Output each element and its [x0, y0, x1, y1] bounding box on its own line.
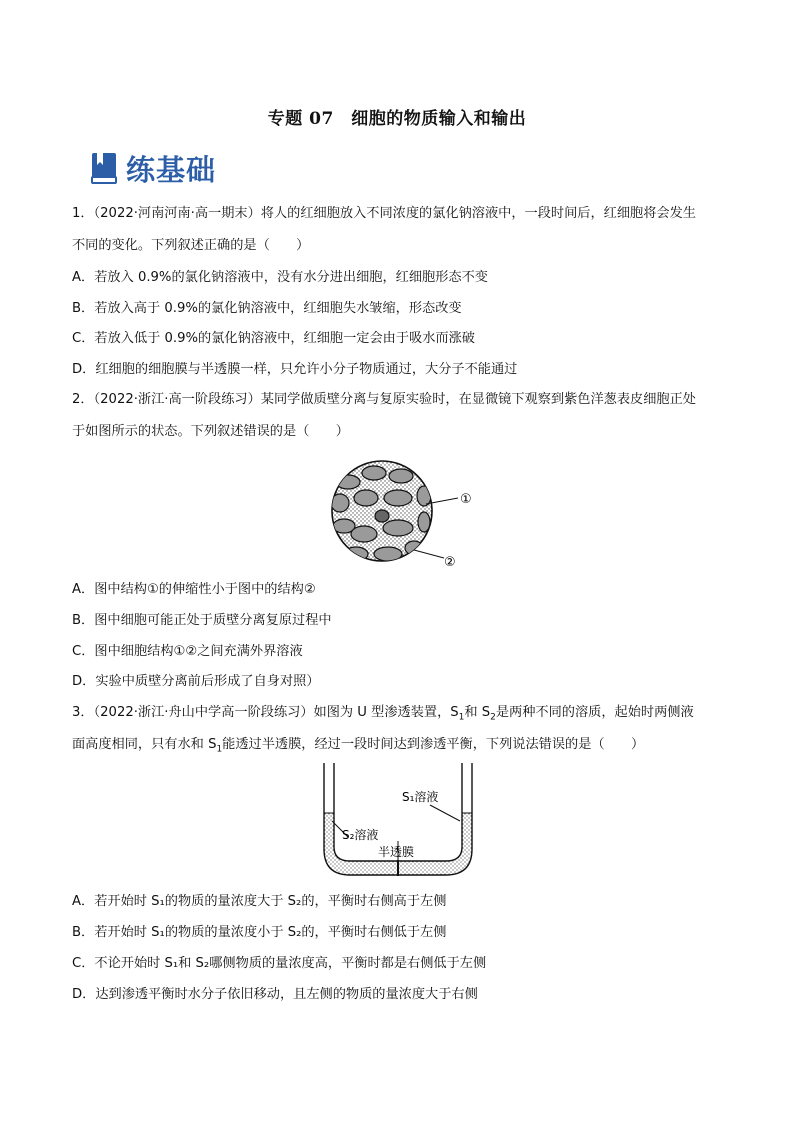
- fig-label-2: ②: [444, 555, 456, 570]
- q2-option-b: B．图中细胞可能正处于质壁分离复原过程中: [72, 613, 332, 628]
- q1-option-a: A．若放入 0.9%的氯化钠溶液中，没有水分进出细胞，红细胞形态不变: [72, 270, 488, 285]
- u-tube-diagram: [318, 763, 478, 883]
- q2-stem-line2: 于如图所示的状态。下列叙述错误的是（ ）: [72, 424, 349, 439]
- q1-stem-line1: 1．（2022·河南河南·高一期末）将人的红细胞放入不同浓度的氯化钠溶液中，一段时间后，红细胞将会发生: [72, 206, 696, 221]
- q3-option-d: D．达到渗透平衡时水分子依旧移动，且左侧的物质的量浓度大于右侧: [72, 987, 478, 1002]
- q3-option-c: C．不论开始时 S₁和 S₂哪侧物质的量浓度高，平衡时都是右侧低于左侧: [72, 956, 487, 971]
- cell-diagram: [326, 458, 496, 570]
- section-header: [90, 148, 216, 188]
- q3-stem-line1: 3．（2022·浙江·舟山中学高一阶段练习）如图为 U 型渗透装置，$S_1$和 $S_2$是两种不同的溶质，起始时两侧液: [72, 705, 694, 723]
- q1-stem-line2: 不同的变化。下列叙述正确的是（ ）: [72, 238, 310, 253]
- q3-option-a: A．若开始时 S₁的物质的量浓度大于 S₂的，平衡时右侧高于左侧: [72, 894, 447, 909]
- fig-s1-label: S₁溶液: [402, 790, 439, 804]
- q1-option-c: C．若放入低于 0.9%的氯化钠溶液中，红细胞一定会由于吸水而涨破: [72, 331, 475, 346]
- page-title: 专题 07 细胞的物质输入和输出: [267, 109, 527, 129]
- q3-stem-line2: 面高度相同，只有水和 $S_1$能透过半透膜，经过一段时间达到渗透平衡，下列说法错误的是（ ）: [72, 737, 645, 755]
- book-icon: [90, 151, 120, 185]
- q1-option-b: B．若放入高于 0.9%的氯化钠溶液中，红细胞失水皱缩，形态改变: [72, 301, 462, 316]
- section-title: 练基础: [126, 152, 217, 187]
- q2-option-a: A．图中结构①的伸缩性小于图中的结构②: [72, 582, 316, 597]
- fig-membrane-label: 半透膜: [378, 845, 415, 859]
- q2-option-d: D．实验中质壁分离前后形成了自身对照）: [72, 674, 320, 689]
- q2-option-c: C．图中细胞结构①②之间充满外界溶液: [72, 644, 303, 659]
- q2-stem-line1: 2．（2022·浙江·高一阶段练习）某同学做质壁分离与复原实验时，在显微镜下观察到紫色洋葱表皮细胞正处: [72, 392, 696, 407]
- fig-label-1: ①: [460, 492, 472, 507]
- q1-option-d: D．红细胞的细胞膜与半透膜一样，只允许小分子物质通过，大分子不能通过: [72, 362, 518, 377]
- fig-s2-label: S₂溶液: [342, 828, 379, 842]
- q3-option-b: B．若开始时 S₁的物质的量浓度小于 S₂的，平衡时右侧低于左侧: [72, 925, 447, 940]
